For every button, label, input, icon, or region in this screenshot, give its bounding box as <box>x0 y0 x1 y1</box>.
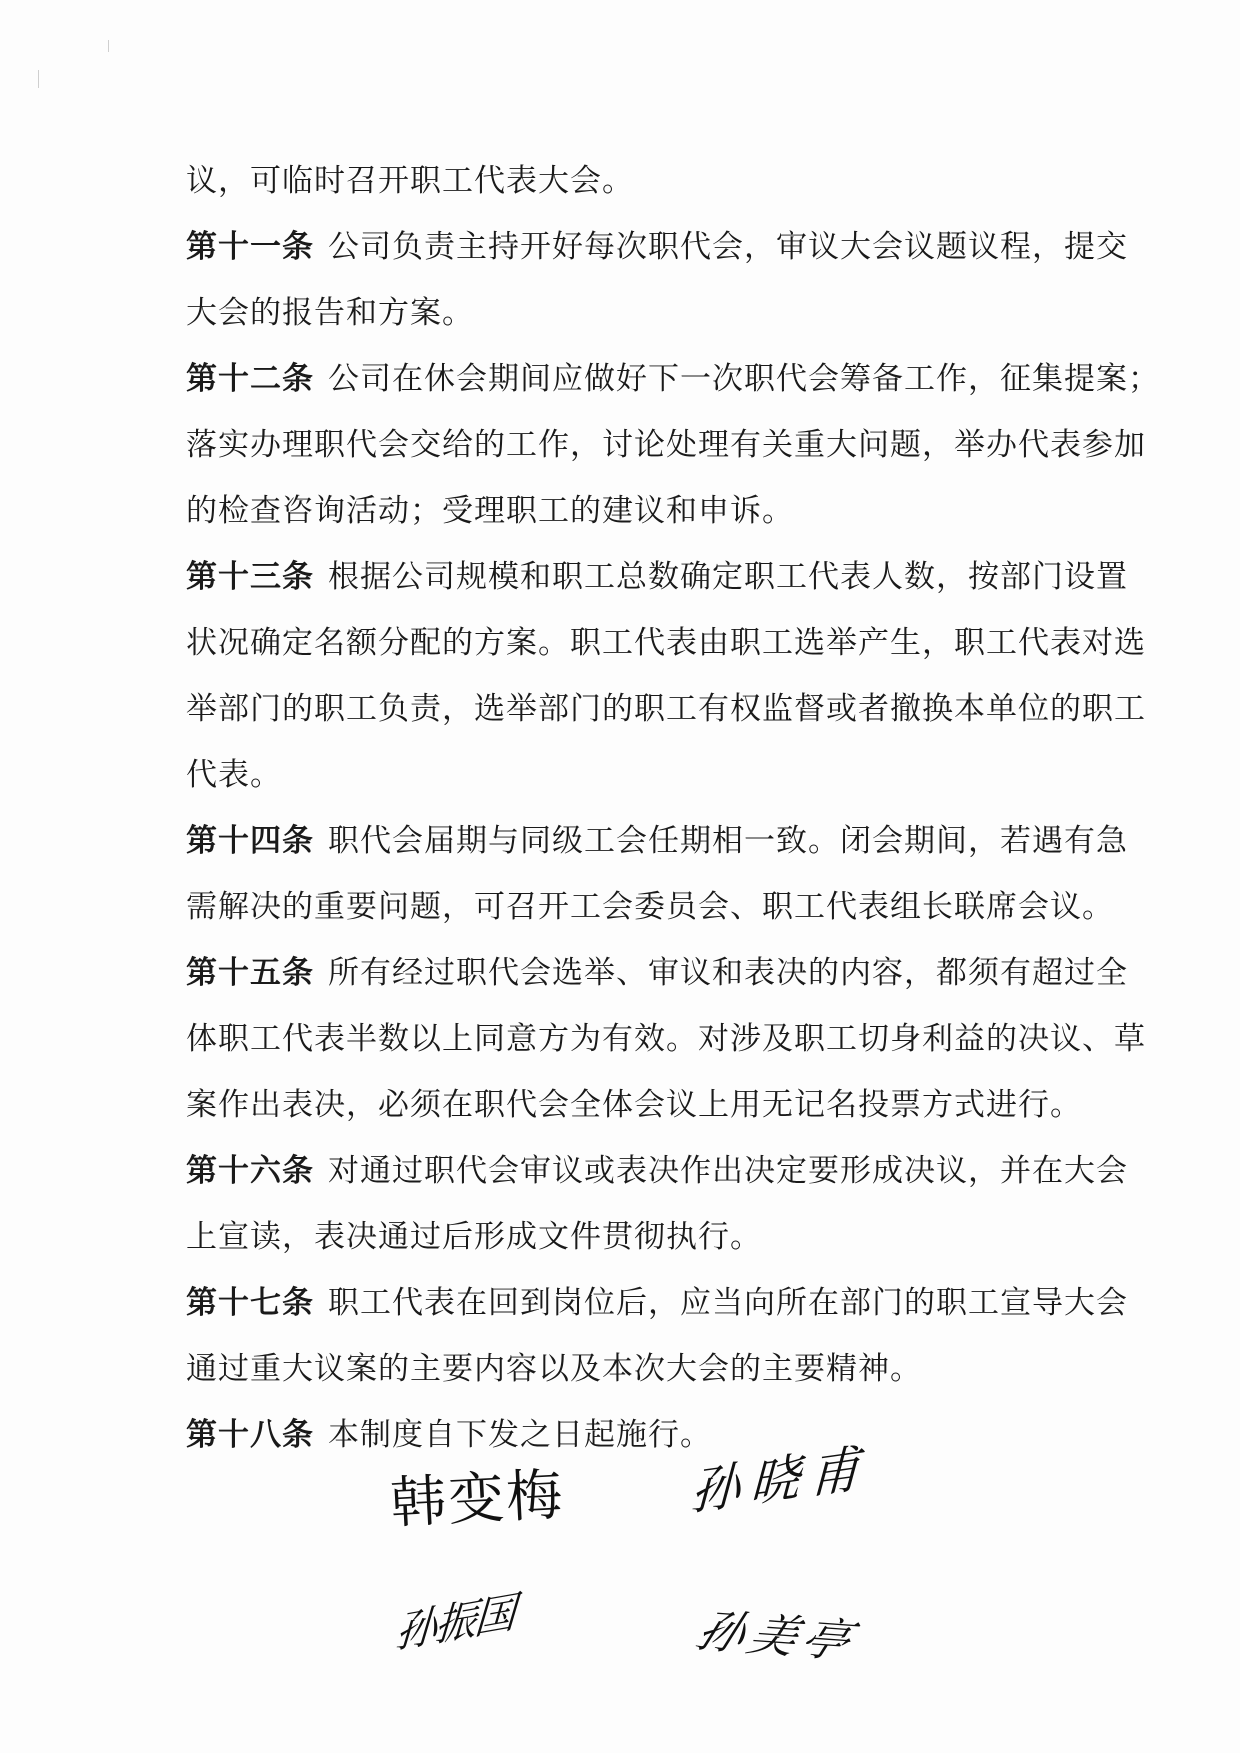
handwritten-signature: 孙晓甫 <box>689 1438 871 1523</box>
line-text: 职代会届期与同级工会任期相一致。闭会期间，若遇有急 <box>328 823 1128 859</box>
handwritten-signature: 孙美亭 <box>689 1604 865 1668</box>
text-line <box>186 544 1128 610</box>
text-line <box>186 742 1046 808</box>
line-text: 对通过职代会审议或表决作出决定要形成决议，并在大会 <box>328 1153 1128 1189</box>
text-line <box>186 1336 1046 1402</box>
text-line <box>186 808 1128 874</box>
line-text: 公司在休会期间应做好下一次职代会筹备工作，征集提案； <box>328 361 1160 397</box>
line-text: 需解决的重要问题，可召开工会委员会、职工代表组长联席会议。 <box>186 889 1114 925</box>
text-line <box>186 412 1146 478</box>
line-text: 所有经过职代会选举、审议和表决的内容，都须有超过全 <box>328 955 1128 991</box>
line-text: 落实办理职代会交给的工作，讨论处理有关重大问题，举办代表参加 <box>186 427 1146 463</box>
text-line <box>186 1402 1046 1468</box>
line-text: 根据公司规模和职工总数确定职工代表人数，按部门设置 <box>328 559 1128 595</box>
line-text: 上宣读，表决通过后形成文件贯彻执行。 <box>186 1219 762 1255</box>
text-line <box>186 214 1128 280</box>
scan-edge-mark <box>108 40 109 52</box>
scan-edge-mark <box>38 70 39 88</box>
article-label: 第十七条 <box>186 1285 314 1321</box>
text-line <box>186 1270 1128 1336</box>
text-line <box>186 676 1146 742</box>
line-text: 举部门的职工负责，选举部门的职工有权监督或者撤换本单位的职工 <box>186 691 1146 727</box>
article-label: 第十八条 <box>186 1417 314 1453</box>
text-line <box>186 874 1114 940</box>
line-text: 的检查咨询活动；受理职工的建议和申诉。 <box>186 493 794 529</box>
text-line <box>186 610 1146 676</box>
article-label: 第十一条 <box>186 229 314 265</box>
text-line <box>186 1072 1082 1138</box>
text-line <box>186 1204 1046 1270</box>
line-text: 通过重大议案的主要内容以及本次大会的主要精神。 <box>186 1351 922 1387</box>
line-text: 状况确定名额分配的方案。职工代表由职工选举产生，职工代表对选 <box>186 625 1146 661</box>
article-label: 第十六条 <box>186 1153 314 1189</box>
text-line <box>186 148 1046 214</box>
text-line <box>186 940 1128 1006</box>
line-text: 议，可临时召开职工代表大会。 <box>186 163 634 199</box>
text-line <box>186 478 1046 544</box>
article-label: 第十三条 <box>186 559 314 595</box>
line-text: 代表。 <box>186 757 282 793</box>
line-text: 公司负责主持开好每次职代会，审议大会议题议程，提交 <box>328 229 1128 265</box>
line-text: 案作出表决，必须在职代会全体会议上用无记名投票方式进行。 <box>186 1087 1082 1123</box>
line-text: 职工代表在回到岗位后，应当向所在部门的职工宣导大会 <box>328 1285 1128 1321</box>
text-line <box>186 1138 1128 1204</box>
line-text: 本制度自下发之日起施行。 <box>328 1417 712 1453</box>
text-line <box>186 1006 1146 1072</box>
handwritten-signature: 韩变梅 <box>388 1462 566 1537</box>
article-label: 第十二条 <box>186 361 314 397</box>
line-text: 体职工代表半数以上同意方为有效。对涉及职工切身利益的决议、草 <box>186 1021 1146 1057</box>
article-label: 第十五条 <box>186 955 314 991</box>
article-label: 第十四条 <box>186 823 314 859</box>
handwritten-signature: 孙振国 <box>393 1586 516 1659</box>
text-line <box>186 346 1160 412</box>
line-text: 大会的报告和方案。 <box>186 295 474 331</box>
text-line <box>186 280 1046 346</box>
document-body <box>186 148 1160 1468</box>
